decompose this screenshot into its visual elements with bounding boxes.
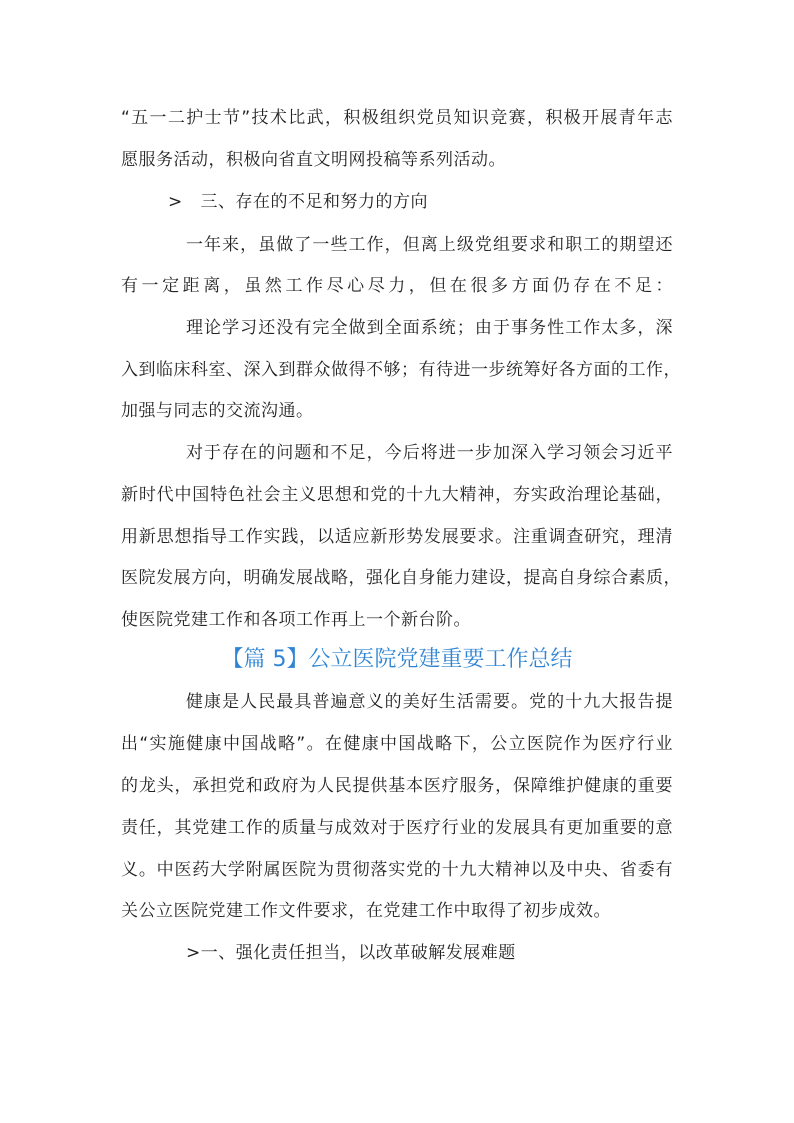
paragraph-line: 关公立医院党建工作文件要求，在党建工作中取得了初步成效。 xyxy=(121,901,611,921)
paragraph-line: 一年来，虽做了一些工作，但离上级党组要求和职工的期望还 xyxy=(186,235,673,255)
paragraph-line: 健康是人民最具普遍意义的美好生活需要。党的十九大报告提 xyxy=(186,692,673,712)
paragraph-line: 医院发展方向，明确发展战略，强化自身能力建设，提高自身综合素质， xyxy=(121,568,681,588)
paragraph-line: 的龙头，承担党和政府为人民提供基本医疗服务，保障维护健康的重要 xyxy=(121,776,673,796)
paragraph-line: 加强与同志的交流沟通。 xyxy=(121,401,314,421)
paragraph-line: 义。中医药大学附属医院为贯彻落实党的十九大精神以及中央、省委有 xyxy=(121,860,673,880)
section-title: 【篇 5】公立医院党建重要工作总结 xyxy=(221,647,573,672)
paragraph-line: “五一二护士节”技术比武，积极组织党员知识竞赛，积极开展青年志 xyxy=(121,108,673,128)
paragraph-line: 对于存在的问题和不足，今后将进一步加深入学习领会习近平 xyxy=(186,443,673,463)
paragraph-line: 责任，其党建工作的质量与成效对于医疗行业的发展具有更加重要的意 xyxy=(121,818,673,838)
paragraph-line: 理论学习还没有完全做到全面系统；由于事务性工作太多，深 xyxy=(186,318,673,338)
paragraph-line: 入到临床科室、深入到群众做得不够；有待进一步统筹好各方面的工作， xyxy=(121,360,681,380)
paragraph-line: 用新思想指导工作实践，以适应新形势发展要求。注重调查研究，理清 xyxy=(121,527,673,547)
paragraph-line: 新时代中国特色社会主义思想和党的十九大精神，夯实政治理论基础， xyxy=(121,485,673,505)
paragraph-line: 使医院党建工作和各项工作再上一个新台阶。 xyxy=(121,610,471,630)
paragraph-line: 愿服务活动，积极向省直文明网投稿等系列活动。 xyxy=(121,150,506,170)
paragraph-line: 有一定距离，虽然工作尽心尽力，但在很多方面仍存在不足： xyxy=(121,276,673,296)
section-heading: >一、强化责任担当，以改革破解发展难题 xyxy=(186,943,516,963)
paragraph-line: 出“实施健康中国战略”。在健康中国战略下，公立医院作为医疗行业 xyxy=(121,734,673,754)
section-heading: > 三、存在的不足和努力的方向 xyxy=(168,192,428,212)
